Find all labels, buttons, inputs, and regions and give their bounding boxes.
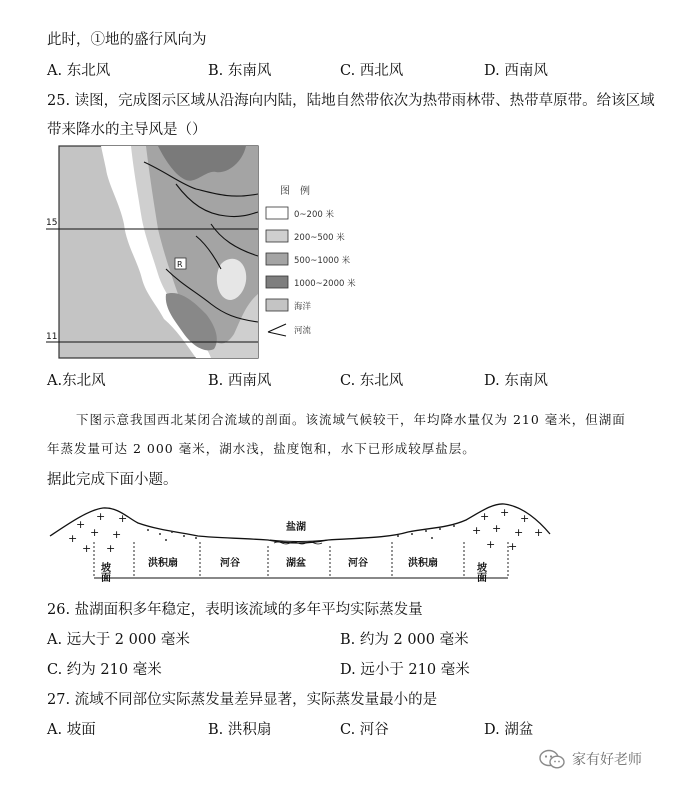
q24-option-c: C. 西北风 [340,63,404,79]
legend-label-200-500: 200~500 米 [294,233,345,243]
q24-option-b: B. 东南风 [208,63,272,79]
q26-option-b: B. 约为 2 000 毫米 [340,632,469,648]
svg-text:+: + [90,526,100,539]
bedrock-crosses-right [472,506,543,553]
watermark-text: 家有好老师 [572,752,642,768]
q25-stem-line1: 25. 读图，完成图示区域从沿海向内陆，陆地自然带依次为热带雨林带、热带草原带。给该区域 [47,93,655,109]
q25-option-b: B. 西南风 [208,373,272,389]
svg-text:+: + [112,528,122,541]
watermark [538,748,642,770]
svg-text:+: + [514,526,524,539]
material-prompt: 据此完成下面小题。 [47,472,178,488]
segment-label-2: 洪积扇 [148,558,178,569]
lat-label-11: 11 [46,332,58,342]
svg-text:+: + [76,518,86,531]
svg-text:+: + [520,512,530,525]
segment-label-5: 河谷 [348,558,368,569]
svg-text:+: + [472,524,482,537]
segment-label-6: 洪积扇 [408,558,438,569]
r-marker-label: R [177,260,183,269]
legend-label-0-200: 0~200 米 [294,210,334,220]
svg-text:+: + [486,538,496,551]
svg-text:+: + [500,506,510,519]
svg-text:+: + [480,510,490,523]
segment-label-1: 坡面 [98,562,110,582]
q26-option-a: A. 远大于 2 000 毫米 [47,632,190,648]
legend-label-sea: 海洋 [294,302,312,312]
q25-option-a: A.东北风 [47,373,106,389]
segment-label-7: 坡面 [474,562,486,582]
svg-text:+: + [68,532,78,545]
q24-option-d: D. 西南风 [484,63,548,79]
q26-option-d: D. 远小于 210 毫米 [340,662,470,678]
basin-profile-diagram [48,498,552,584]
q27-stem: 27. 流域不同部位实际蒸发量差异显著，实际蒸发量最小的是 [47,692,438,708]
q26-stem: 26. 盐湖面积多年稳定，表明该流域的多年平均实际蒸发量 [47,602,423,618]
legend-label-500-1000: 500~1000 米 [294,256,351,266]
legend-swatch-0-200 [266,207,288,219]
legend-swatch-200-500 [266,230,288,242]
q24-option-a: A. 东北风 [47,63,111,79]
bedrock-crosses-left [68,510,127,555]
legend-swatch-1000-2000 [266,276,288,288]
legend-title: 图 例 [280,186,310,197]
q25-map-figure [46,144,366,362]
svg-text:+: + [118,512,128,525]
legend-label-river: 河流 [294,326,312,336]
legend-swatch-500-1000 [266,253,288,265]
q26-option-c: C. 约为 210 毫米 [47,662,162,678]
svg-text:+: + [508,540,518,553]
legend-swatch-sea [266,299,288,311]
q25-option-d: D. 东南风 [484,373,548,389]
segment-label-4: 湖盆 [286,558,306,569]
q27-option-a: A. 坡面 [47,722,96,738]
svg-text:+: + [106,542,116,555]
salt-lake-label: 盐湖 [286,522,306,533]
segment-label-3: 河谷 [220,558,240,569]
svg-text:+: + [534,526,544,539]
lat-label-15: 15 [46,218,58,228]
svg-text:+: + [82,542,92,555]
material-line2: 年蒸发量可达 2 000 毫米，湖水浅，盐度饱和，水下已形成较厚盐层。 [47,441,476,456]
q25-stem-line2: 带来降水的主导风是（） [47,122,207,138]
legend-river-symbol [268,324,286,336]
svg-text:+: + [492,522,502,535]
q27-option-c: C. 河谷 [340,722,389,738]
q25-option-c: C. 东北风 [340,373,404,389]
q27-option-d: D. 湖盆 [484,722,534,738]
svg-text:+: + [96,510,106,523]
material-line1: 下图示意我国西北某闭合流域的剖面。该流域气候较干，年均降水量仅为 210 毫米，但湖面 [76,412,626,427]
q27-option-b: B. 洪积扇 [208,722,272,738]
q24-stem: 此时，①地的盛行风向为 [47,32,207,48]
wechat-icon [538,748,566,770]
legend-label-1000-2000: 1000~2000 米 [294,279,356,289]
